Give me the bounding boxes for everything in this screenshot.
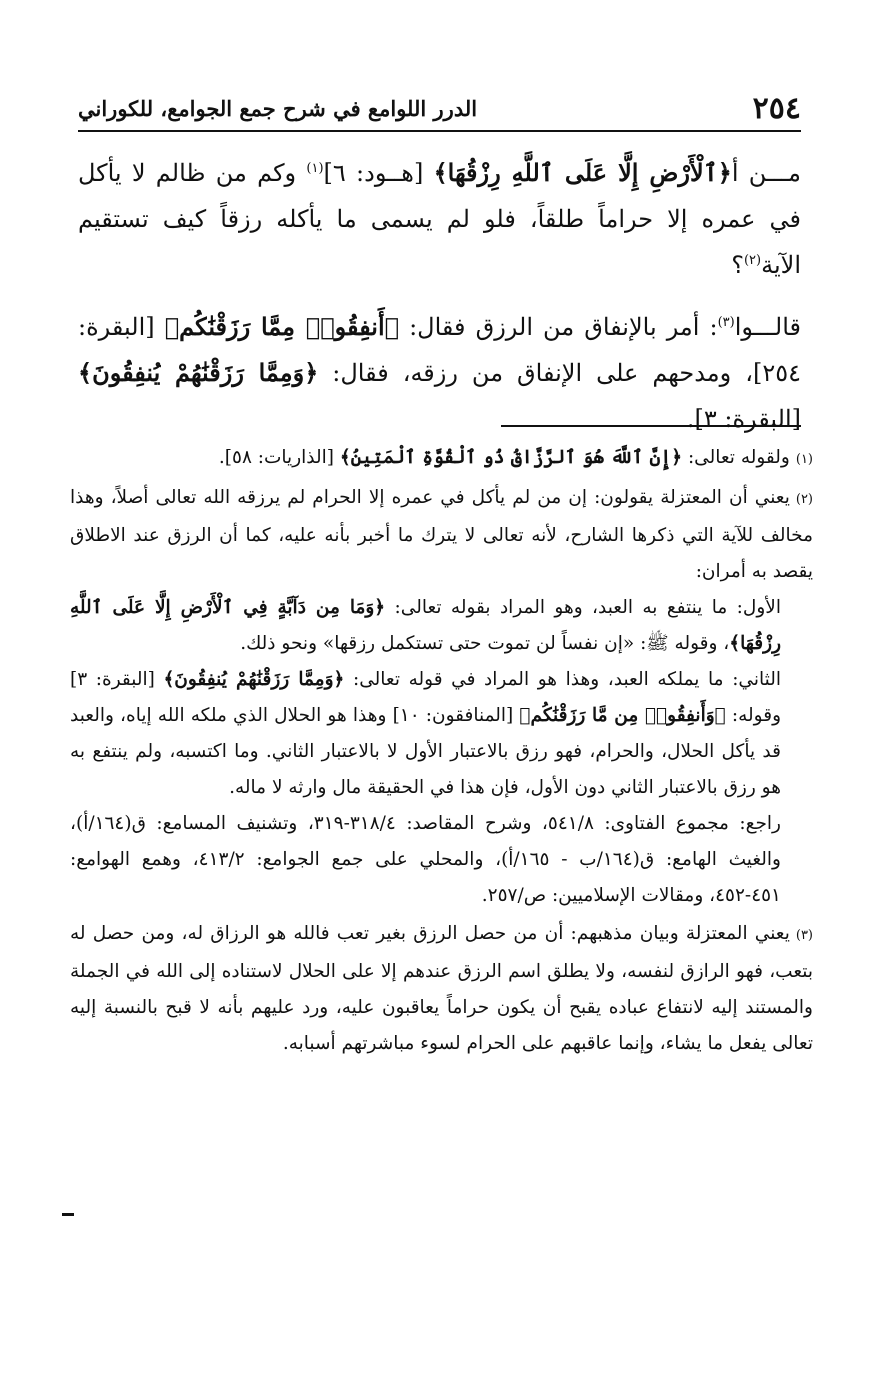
footnote-paragraph bbox=[70, 480, 813, 590]
verse-reference: [هــود: ٦] bbox=[323, 159, 424, 187]
paragraph-text: وكم من ظالم لا يأكل في عمره إلا حراماً طلقاً، فلو لم يسمى ما يأكله رزقاً كيف تستقيم الآية bbox=[78, 159, 801, 279]
footnote-marker-1: (١) bbox=[306, 161, 324, 176]
footnote-text: وهذا هو الحلال الذي ملكه الله إياه، والعبد قد يأكل الحلال، والحرام، فهو رزق بالاعتبار الأول لا بالاعتبار الثاني. وما اكتسبه، ولم ينتفع به هو رزق بالاعتبار الثاني دون الأول، فإن هذا في الحقيقة مال وارثه لا ماله. bbox=[70, 705, 781, 798]
main-paragraph-1 bbox=[78, 150, 801, 288]
main-text bbox=[78, 150, 801, 458]
question-mark: ؟ bbox=[731, 251, 744, 279]
quran-verse: ﴿وَمَا مِن دَآبَّةٍ فِي ٱلْأَرْضِ إِلَّا عَلَى ٱللَّهِ رِزْقُهَا﴾ bbox=[70, 597, 781, 654]
word-prefix: مـــن أ bbox=[731, 159, 801, 187]
main-paragraph-2 bbox=[78, 304, 801, 442]
quran-verse-baqarah-254: ﴿أَنفِقُوا۟ مِمَّا رَزَقْنَٰكُم﴾ bbox=[164, 312, 400, 341]
footnote-3 bbox=[70, 916, 813, 1062]
page-header bbox=[78, 90, 801, 132]
footnote-text: يعني أن المعتزلة يقولون: إن من لم يأكل في عمره إلا الحرام لم يرزقه الله تعالى أصلاً، وهذا مخالف للآية التي ذكرها الشارح، لأنه تعالى لا يترك ما أخبر بأنه عليه، كما أن الرزق عند الاطلاق يقصد به أمران: bbox=[70, 487, 813, 582]
quran-verse-hud: ﴿ٱلْأَرْضِ إِلَّا عَلَى ٱللَّهِ رِزْقُهَا﴾ bbox=[433, 158, 732, 187]
running-title: الدرر اللوامع في شرح جمع الجوامع، للكوراني bbox=[78, 96, 478, 121]
quran-verse-dhariyat: ﴿إِنَّ ٱللَّهَ هُوَ ٱلرَّزَّاقُ ذُو ٱلْقُوَّةِ ٱلْمَتِينُ﴾ bbox=[339, 447, 683, 468]
footnote-text: ، وقوله ﷺ: «إن نفساً لن تموت حتى تستكمل رزقها» ونحو ذلك. bbox=[240, 633, 730, 654]
paragraph-text: : أمر بالإنفاق من الرزق فقال: bbox=[409, 313, 718, 341]
footnote-text: يعني المعتزلة وبيان مذهبهم: أن من حصل الرزق بغير تعب فالله هو الرزاق له، ومن حصل له بتعب، فهو الرازق لنفسه، ولا يطلق اسم الرزق عندهم إلا على الحلال لاستناده إلى الله في الجملة والمستند إليه لانتفاع عباده يقبح أن يكون حراماً يعاقبون عليه، ورد عليهم بأنه لا قبح بالنسبة إليه تعالى يفعل ما يشاء، وإنما عاقبهم على الحرام لسوء مباشرتهم أسبابه. bbox=[70, 923, 813, 1054]
verse-reference: [المنافقون: ١٠] bbox=[392, 705, 514, 726]
footnote-number: (٣) bbox=[795, 928, 813, 943]
paragraph-text: ، ومدحهم على الإنفاق من رزقه، فقال: bbox=[332, 359, 753, 387]
footnote-references bbox=[70, 806, 813, 914]
footnote-paragraph bbox=[70, 662, 813, 806]
page-number: ٢٥٤ bbox=[752, 91, 801, 126]
footnote-1 bbox=[70, 440, 813, 478]
verse-reference: [البقرة: ٣] bbox=[70, 669, 155, 690]
quran-verse: ﴿وَأَنفِقُوا۟ مِن مَّا رَزَقْنَٰكُم﴾ bbox=[519, 705, 726, 726]
footnote-paragraph bbox=[70, 590, 813, 662]
verse-reference: [البقرة: ٣]. bbox=[686, 405, 801, 433]
footnote-text: الثاني: ما يملكه العبد، وهذا هو المراد في قوله تعالى: bbox=[352, 669, 781, 690]
footnote-marker-2: (٢) bbox=[743, 253, 762, 268]
footnote-marker-3: (٣) bbox=[717, 315, 735, 330]
paragraph-lead: قالـــوا bbox=[734, 313, 801, 341]
footnote-separator bbox=[501, 425, 801, 427]
footnote-number: (١) bbox=[795, 452, 813, 467]
end-mark bbox=[62, 1213, 74, 1216]
footnote-text: الأول: ما ينتفع به العبد، وهو المراد بقوله تعالى: bbox=[394, 597, 781, 618]
footnote-number: (٢) bbox=[795, 492, 813, 507]
quran-verse-baqarah-3: ﴿وَمِمَّا رَزَقْنَٰهُمْ يُنفِقُونَ﴾ bbox=[78, 358, 319, 387]
verse-reference: [البقرة: ٢٥٤] bbox=[78, 313, 802, 387]
quran-verse: ﴿وَمِمَّا رَزَقْنَٰهُمْ يُنفِقُونَ﴾ bbox=[163, 669, 345, 690]
footnote-text: راجع: مجموع الفتاوى: ٥٤١/٨، وشرح المقاصد: ٣١٨/٤-٣١٩، وتشنيف المسامع: ق(١٦٤/أ)، والغيث الهامع: ق(١٦٤/ب - ١٦٥/أ)، والمحلي على جمع الجوامع: ٤١٣/٢، وهمع الهوامع: ٤٥١-٤٥٢، ومقالات الإسلاميين: ص/٢٥٧. bbox=[70, 813, 781, 906]
footnote-text: وقوله: bbox=[731, 705, 782, 726]
footnote-text: ولقوله تعالى: bbox=[687, 447, 790, 468]
footnote-2 bbox=[70, 480, 813, 914]
footnotes bbox=[70, 440, 813, 1064]
verse-reference: [الذاريات: ٥٨]. bbox=[218, 447, 334, 468]
